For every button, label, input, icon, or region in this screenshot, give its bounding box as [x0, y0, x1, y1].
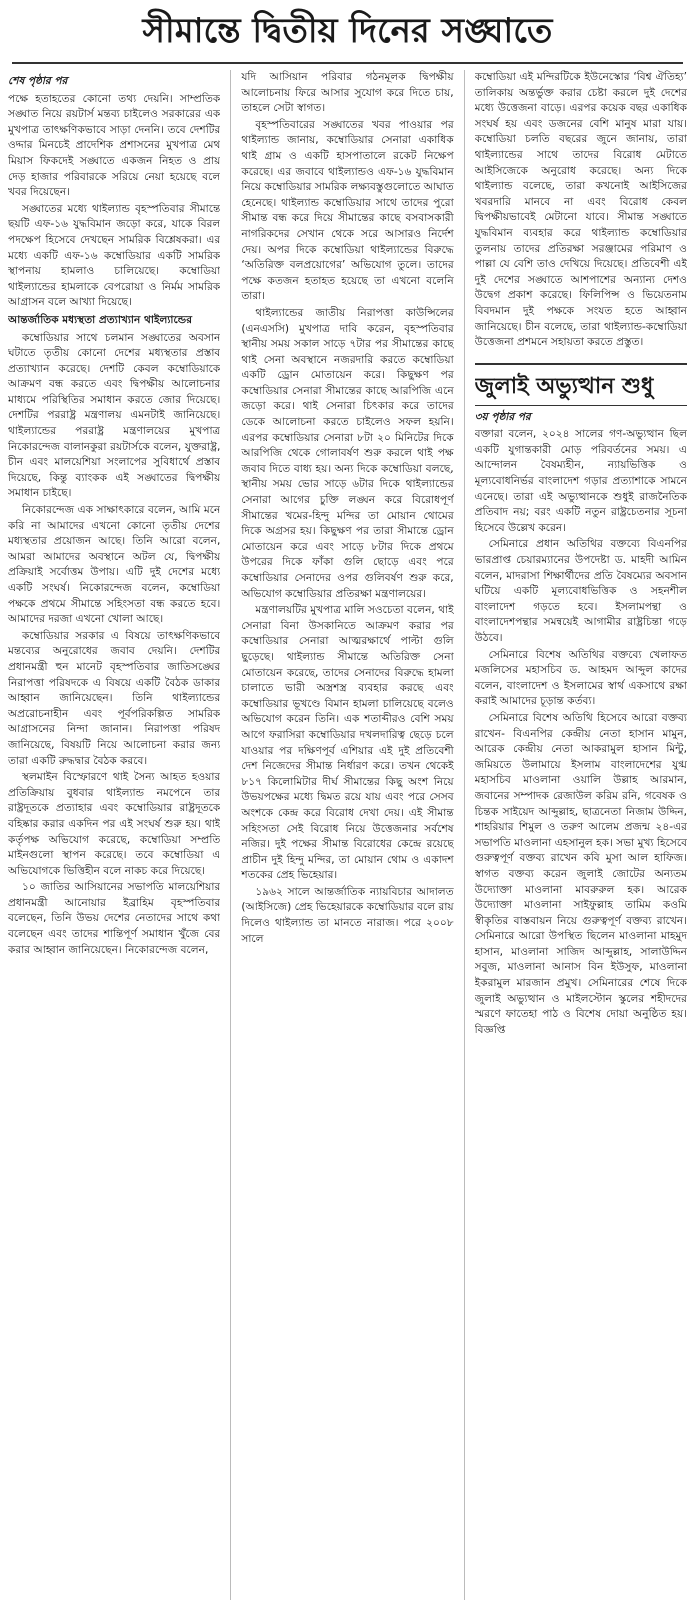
article-paragraph: ১৯৬২ সালে আন্তর্জাতিক ন্যায়বিচার আদালত (আইসিজে) প্রেহ ভিহেয়ারকে কম্বোডিয়ার বলে রায় দিলেও থাইল্যান্ড তা মানতে নারাজ। পরে ২০০৮ সালে	[241, 885, 454, 945]
column-divider	[230, 70, 231, 1600]
article-paragraph: কম্বোডিয়া এই মন্দিরটিকে ইউনেস্কোর ‘বিশ্ব ঐতিহ্য’ তালিকায় অন্তর্ভুক্ত করার চেষ্টা করলে দুই দেশের মধ্যে উত্তেজনা বাড়ে। এরপর কয়েক বছর একাধিক সংঘর্ষ হয় এবং ডজনের বেশি মানুষ মারা যায়। কম্বোডিয়া চলতি বছরের জুনে জানায়, তারা থাইল্যান্ডের সাথে তাদের বিরোধ মেটাতে আইসিজেকে অনুরোধ করেছে। অন্য দিকে থাইল্যান্ড বলেছে, তারা কখনোই আইসিজের খবরদারি মানবে না এবং বিরোধ কেবল দ্বিপক্ষীয়ভাবেই মেটানো যাবে। সীমান্ত সঙ্ঘাতে যুদ্ধবিমান ব্যবহার করে থাইল্যান্ড কম্বোডিয়ার তুলনায় তাদের প্রতিরক্ষা সরঞ্জামের পরিমাণ ও পাল্লা যে বেশি তাও দেখিয়ে দিয়েছে। প্রতিবেশী এই দুই দেশের সঙ্ঘাতে আশপাশের অন্যান্য দেশও উদ্বেগ প্রকাশ করেছে। ফিলিপিন্স ও ভিয়েতনাম বিবদমান দুই পক্ষকে সংযত হতে আহ্বান জানিয়েছে। চীন বলেছে, তারা থাইল্যান্ড-কম্বোডিয়া উত্তেজনা প্রশমনে সহায়তা করতে প্রস্তুত।	[474, 71, 687, 349]
column-divider	[464, 70, 465, 1600]
article-paragraph: বৃহস্পতিবারের সঙ্ঘাতের খবর পাওয়ার পর থাইল্যান্ড জানায়, কম্বোডিয়ার সেনারা একাধিক থাই গ্রাম ও একটি হাসপাতালে রকেট নিক্ষেপ করেছে। এর জবাবে থাইল্যান্ডও এফ-১৬ যুদ্ধবিমান নিয়ে কম্বোডিয়ার সামরিক লক্ষ্যবস্তুগুলোতে আঘাত হেনেছে। থাইল্যান্ড কম্বোডিয়ার সাথে তাদের পুরো সীমান্ত বন্ধ করে দিয়ে সীমান্তের কাছে বসবাসকারী নাগরিকদের সেখান থেকে সরে আসারও নির্দেশ দেয়। অপর দিকে কম্বোডিয়া থাইল্যান্ডের বিরুদ্ধে ‘অতিরিক্ত বলপ্রয়োগের’ অভিযোগ তুলে। তাদের পক্ষে কতজন হতাহত হয়েছে তা এখনো বলেনি তারা।	[241, 118, 454, 303]
article-paragraph: বক্তারা বলেন, ২০২৪ সালের গণ-অভ্যুত্থান ছিল একটি যুগান্তকারী মোড় পরিবর্তনের সময়। এ আন্দোলন বৈষম্যহীন, ন্যায়ভিত্তিক ও মূল্যবোধনির্ভর বাংলাদেশ গড়ার প্রত্যাশাকে সামনে এনেছে। তারা এই অভ্যুত্থানকে শুধুই রাজনৈতিক প্রতিবাদ নয়; বরং একটি নতুন রাষ্ট্রচেতনার সূচনা হিসেবে উল্লেখ করেন।	[474, 428, 687, 534]
article-paragraph: সেমিনারে বিশেষ অতিথির বক্তব্যে খেলাফত মজলিসের মহাসচিব ড. আহমদ আব্দুল কাদের বলেন, বাংলাদেশ ও ইসলামের স্বার্থ একসাথে রক্ষা করাই আমাদের চূড়ান্ত কর্তব্য।	[474, 648, 687, 708]
column-3	[475, 70, 687, 1600]
subheading: আন্তর্জাতিক মধ্যস্থতা প্রত্যাখ্যান থাইল্যান্ডের	[8, 313, 193, 326]
headline: সীমান্তে দ্বিতীয় দিনের সঙ্ঘাতে	[12, 0, 683, 64]
article-paragraph: স্থলমাইন বিস্ফোরণে থাই সৈন্য আহত হওয়ার প্রতিক্রিয়ায় বুধবার থাইল্যান্ড নমপেনে তার রাষ্ট্রদূতকে প্রত্যাহার এবং কম্বোডিয়ার রাষ্ট্রদূতকে বহিষ্কার করার একদিন পর এই সংঘর্ষ শুরু হয়। থাই কর্তৃপক্ষ অভিযোগ করেছে, কম্বোডিয়া সম্প্রতি মাইনগুলো স্থাপন করেছে। তবে কম্বোডিয়া এ অভিযোগকে ভিত্তিহীন বলে নাকচ করে দিয়েছে।	[8, 771, 221, 877]
article-paragraph: কম্বোডিয়ার সাথে চলমান সঙ্ঘাতের অবসান ঘটাতে তৃতীয় কোনো দেশের মধ্যস্থতার প্রস্তাব প্রত্যাখ্যান করেছে। দেশটি কেবল কম্বোডিয়াকে আক্রমণ বন্ধ করতে এবং দ্বিপক্ষীয় আলোচনার মাধ্যমে পরিস্থিতির সমাধান করতে জোর দিয়েছে। দেশটির পররাষ্ট্র মন্ত্রণালয় এমনটাই জানিয়েছে। থাইল্যান্ডের পররাষ্ট্র মন্ত্রণালয়ের মুখপাত্র নিকোরন্দেজ বালানকুরা রয়টার্সকে বলেন, যুক্তরাষ্ট্র, চীন এবং মালয়েশিয়া সংলাপের সুবিধার্থে প্রস্তাব দিয়েছে, কিন্তু ব্যাংকক এই সঙ্ঘাতের দ্বিপক্ষীয় সমাধান চাইছে।	[8, 331, 221, 500]
column-2	[241, 70, 453, 1600]
article-paragraph: সেমিনারে বিশেষ অতিথি হিসেবে আরো বক্তব্য রাখেন- বিএনপির কেন্দ্রীয় নেতা হাসান মামুন, আরেক কেন্দ্রীয় নেতা আকরামুল হাসান মিন্টু, জমিয়তে উলামায়ে ইসলাম বাংলাদেশের যুগ্ম মহাসচিব মাওলানা ওয়ালি উল্লাহ আরমান, জবানের সম্পাদক রেজাউল করিম রনি, গবেষক ও চিন্তক সাইয়েদ আব্দুল্লাহ, ছাত্রনেতা নিজাম উদ্দিন, শাহরিয়ার শিমুল ও তরুণ আলেম প্রজন্ম ২৪-এর সভাপতি মাওলানা এহসানুল হক। সভা মুখ্য হিসেবে গুরুত্বপূর্ণ বক্তব্য রাখেন কবি মুসা আল হাফিজ। স্বাগত বক্তব্য করেন জুলাই জোটের অন্যতম উদ্যোক্তা মাওলানা মাবরুরুল হক। আরেক উদ্যোক্তা মাওলানা সাইফুল্লাহ তামিম কওমি স্বীকৃতির বাস্তবায়ন নিয়ে গুরুত্বপূর্ণ বক্তব্য রাখেন। সেমিনারে আরো উপস্থিত ছিলেন মাওলানা মাহমুদ হাসান, মাওলানা সাজিদ আব্দুল্লাহ, সালাউদ্দিন সবুজ, মাওলানা আনাস বিন ইউসুফ, মাওলানা ইকরামুল মারজান প্রমুখ। সেমিনারের শেষে দিকে জুলাই অভ্যুত্থান ও মাইলস্টোন স্কুলের শহীদদের স্মরণে ফাতেহা পাঠ ও বিশেষ দোয়া অনুষ্ঠিত হয়। বিজ্ঞপ্তি	[474, 711, 687, 1036]
article-paragraph: সেমিনারে প্রধান অতিথির বক্তব্যে বিএনপির ভারপ্রাপ্ত চেয়ারম্যানের উপদেষ্টা ড. মাহদী আমিন বলেন, মাদরাসা শিক্ষার্থীদের প্রতি বৈষম্যের অবসান ঘটিয়ে একটি মূল্যবোধভিত্তিক ও সহনশীল বাংলাদেশ গড়তে হবে। ইসলামপন্থা ও বাংলাদেশপন্থার সমন্বয়েই আগামীর রাষ্ট্রচিন্তা গড়ে উঠবে।	[474, 538, 687, 644]
second-article-title: জুলাই অভ্যুত্থান শুধু	[475, 363, 687, 406]
article-paragraph: যদি আসিয়ান পরিবার গঠনমূলক দ্বিপক্ষীয় আলোচনায় ফিরে আসার সুযোগ করে দিতে চায়, তাহলে সেটা স্বাগত।	[241, 71, 454, 115]
article-paragraph: থাইল্যান্ডের জাতীয় নিরাপত্তা কাউন্সিলের (এনএসসি) মুখপাত্র দাবি করেন, বৃহস্পতিবার স্থানীয় সময় সকাল সাড়ে ৭টার পর সীমান্তের কাছে থাই সেনা অবস্থানে নজরদারি করতে কম্বোডিয়া একটি ড্রোন মোতায়েন করে। কিছুক্ষণ পর কম্বোডিয়ার সেনারা সীমান্তের কাছে আরপিজি এনে জড়ো করে। থাই সেনারা চিৎকার করে তাদের ডেকে আলোচনা করতে চাইলেও সফল হয়নি। এরপর কম্বোডিয়ার সেনারা ৮টা ২০ মিনিটের দিকে আরপিজি থেকে গোলাবর্ষণ শুরু করলে থাই পক্ষ জবাব দিতে বাধ্য হয়। অন্য দিকে কম্বোডিয়া বলছে, স্থানীয় সময় ভোর সাড়ে ৬টার দিকে থাইল্যান্ডের সেনারা আগের চুক্তি লঙ্ঘন করে বিরোধপূর্ণ সীমান্তের খমের-হিন্দু মন্দির তা মোয়ান থোমের দিকে অগ্রসর হয়। কিছুক্ষণ পর তারা সীমান্তে ড্রোন মোতায়েন করে এবং সাড়ে ৮টার দিকে প্রথমে উপরের দিকে ফাঁকা গুলি ছোড়ে এবং পরে কম্বোডিয়ার সেনাদের ওপর গুলিবর্ষণ শুরু করে, অভিযোগ কম্বোডিয়ার প্রতিরক্ষা মন্ত্রণালয়ের।	[241, 306, 454, 600]
article-paragraph: মন্ত্রণালয়টির মুখপাত্র মালি সওচেতা বলেন, থাই সেনারা বিনা উসকানিতে আক্রমণ করার পর কম্বোডিয়ার সেনারা আত্মরক্ষার্থে পাল্টা গুলি ছুড়েছে। থাইল্যান্ড সীমান্তে অতিরিক্ত সেনা মোতায়েন করেছে, তাদের সেনাদের বিরুদ্ধে হামলা চালাতে ভারী অস্ত্রশস্ত্র ব্যবহার করছে এবং কম্বোডিয়ার ভূখণ্ডে বিমান হামলা চালিয়েছে বলেও অভিযোগ করেন তিনি। এক শতাব্দীরও বেশি সময় আগে ফরাসিরা কম্বোডিয়ার দখলদারিত্ব ছেড়ে চলে যাওয়ার পর দক্ষিণপূর্ব এশিয়ার এই দুই প্রতিবেশী দেশ নিজেদের সীমান্ত নির্ধারণ করে। তখন থেকেই ৮১৭ কিলোমিটার দীর্ঘ সীমান্তের কিছু অংশ নিয়ে উভয়পক্ষের মধ্যে দ্বিমত রয়ে যায় এবং পরে সেসব অংশকে কেন্দ্র করে বিরোধ দেখা দেয়। এই সীমান্ত সহিংসতা সেই বিরোধ নিয়ে উত্তেজনার সর্বশেষ নজির। দুই পক্ষের সীমান্ত বিরোধের কেন্দ্রে রয়েছে প্রাচীন দুই হিন্দু মন্দির, তা মোয়ান থোম ও একাদশ শতকের প্রেহ ভিহেয়ার।	[241, 604, 454, 882]
continued-from-label: শেষ পৃষ্ঠার পর	[8, 75, 68, 87]
article-paragraph: পক্ষে হতাহতের কোনো তথ্য দেয়নি। সাম্প্রতিক সঙ্ঘাত নিয়ে রয়টার্স মন্তব্য চাইলেও সরকারের এক মুখপাত্র তাৎক্ষণিকভাবে সাড়া দেননি। তবে দেশটির ওদ্দার মিনচেই প্রাদেশিক প্রশাসনের মুখপাত্র মেথ মিয়াস ফিকদেই সঙ্ঘাতে একজন নিহত ও প্রায় দেড় হাজার পরিবারকে সরিয়ে নেয়া হয়েছে বলে খবর দিয়েছেন।	[8, 92, 221, 199]
continued-from-label: ৩য় পৃষ্ঠার পর	[474, 410, 531, 423]
article-paragraph: ১০ জাতির আসিয়ানের সভাপতি মালয়েশিয়ার প্রধানমন্ত্রী আনোয়ার ইব্রাহিম বৃহস্পতিবার বলেছেন, তিনি উভয় দেশের নেতাদের সাথে কথা বলেছেন এবং তাদের শান্তিপূর্ণ সমাধান খুঁজে বের করার আহ্বান জানিয়েছেন। নিকোরন্দেজ বলেন,	[8, 881, 221, 956]
article-paragraph: কম্বোডিয়ার সরকার এ বিষয়ে তাৎক্ষণিকভাবে মন্তব্যের অনুরোধের জবাব দেয়নি। দেশটির প্রধানমন্ত্রী হুন মানেট বৃহস্পতিবার জাতিসঙ্ঘের নিরাপত্তা পরিষদকে এ বিষয়ে একটি বৈঠক ডাকার আহ্বান জানিয়েছেন। তিনি থাইল্যান্ডের অপ্ররোচনাহীন এবং পূর্বপরিকল্পিত সামরিক আগ্রাসনের নিন্দা জানান। নিরাপত্তা পরিষদ জানিয়েছে, বিষয়টি নিয়ে আলোচনা করার জন্য তারা একটি রুদ্ধদ্বার বৈঠক করবে।	[8, 629, 221, 767]
column-1	[8, 70, 220, 1600]
article-columns	[8, 64, 687, 1600]
article-paragraph: নিকোরন্দেজ এক সাক্ষাৎকারে বলেন, আমি মনে করি না আমাদের এখনো কোনো তৃতীয় দেশের মধ্যস্থতার প্রয়োজন আছে। তিনি আরো বলেন, আমরা আমাদের অবস্থানে অটল যে, দ্বিপক্ষীয় প্রক্রিয়াই সর্বোত্তম উপায়। এটি দুই দেশের মধ্যে একটি সংঘর্ষ। নিকোরন্দেজ বলেন, কম্বোডিয়া পক্ষকে প্রথমে সীমান্তে সহিংসতা বন্ধ করতে হবে। আমাদের দরজা এখনো খোলা আছে।	[8, 504, 221, 626]
article-paragraph: সঙ্ঘাতের মধ্যে থাইল্যান্ড বৃহস্পতিবার সীমান্তে ছয়টি এফ-১৬ যুদ্ধবিমান জড়ো করে, যাকে বিরল পদক্ষেপ হিসেবে দেখছেন সামরিক বিশ্লেষকরা। এর মধ্যে একটি এফ-১৬ কম্বোডিয়ার একটি সামরিক স্থাপনায় হামলাও চালিয়েছে। কম্বোডিয়া থাইল্যান্ডের হামলাকে বেপরোয়া ও নির্মম সামরিক আগ্রাসন বলে আখ্যা দিয়েছে।	[8, 202, 221, 309]
